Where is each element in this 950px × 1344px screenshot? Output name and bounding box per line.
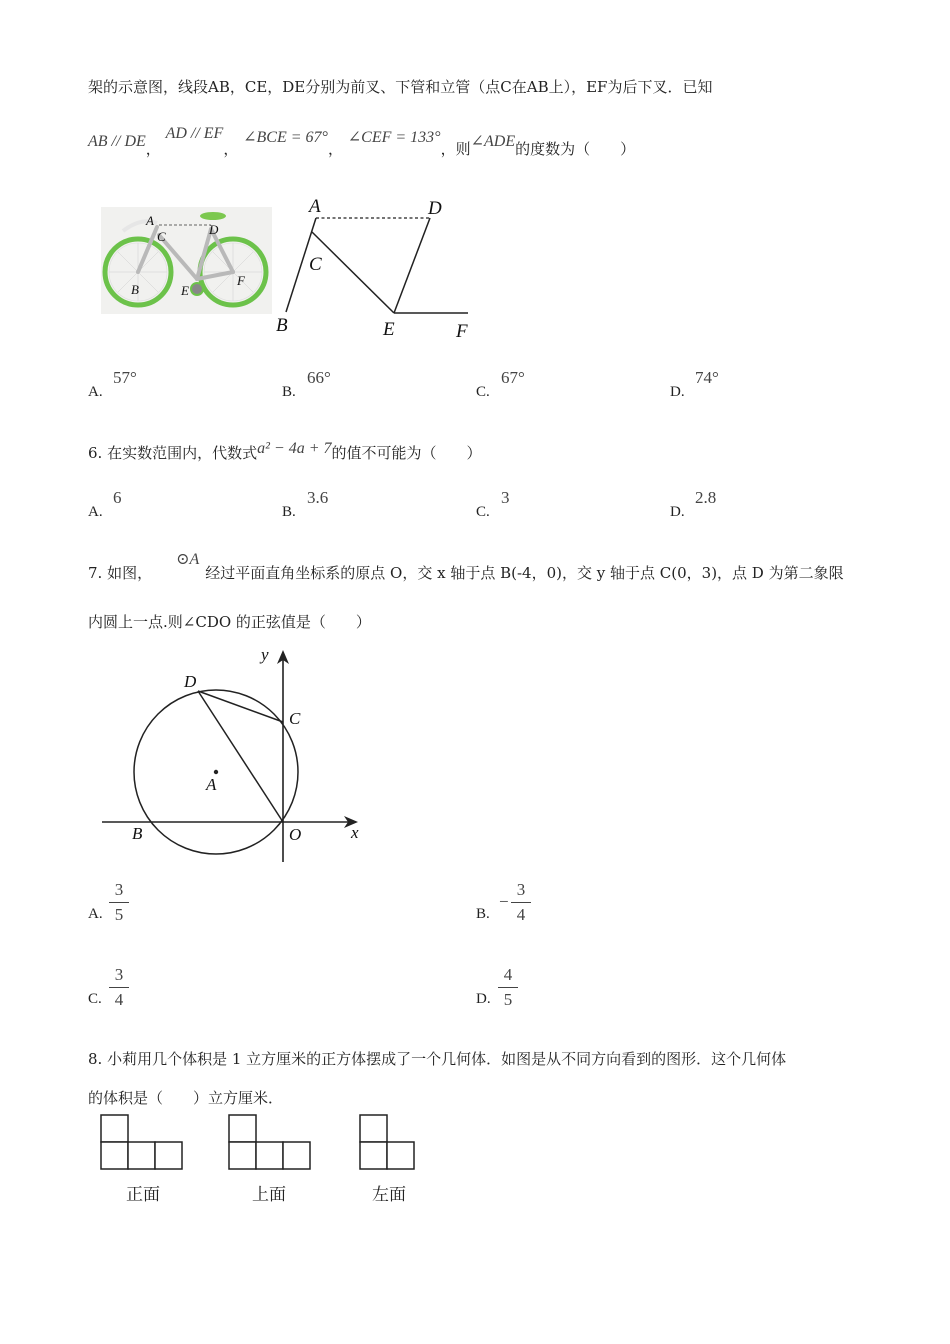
q8-label-left: 左面 — [372, 1185, 406, 1205]
diagram-label-f: F — [456, 321, 468, 342]
q5-angle-ade: ∠ADE — [470, 133, 516, 150]
axis-label-y: y — [261, 645, 269, 664]
photo-label-b: B — [131, 282, 139, 297]
q8-line1: 8. 小莉用几个体积是 1 立方厘米的正方体摆成了一个几何体．如图是从不同方向看到的图形．这个几何体 — [88, 1050, 787, 1068]
diagram-label-a: A — [309, 196, 321, 217]
q8-view-front — [100, 1114, 186, 1172]
q8-view-top — [228, 1114, 314, 1172]
axis-label-x: x — [351, 823, 359, 842]
q7-line2: 内圆上一点.则∠CDO 的正弦值是（ ） — [88, 613, 371, 631]
q7-option-d-fraction: 4 5 — [498, 965, 518, 1010]
q5-cond-ab-de: AB // DE — [88, 133, 146, 150]
q5-line1: 架的示意图，线段AB，CE，DE分别为前叉、下管和立管（点C在AB上），EF为后下叉．已知 — [88, 78, 713, 96]
photo-label-a: A — [146, 213, 154, 228]
q5-cond-ad-ef: AD // EF — [165, 125, 224, 142]
point-label-o: O — [289, 825, 302, 844]
point-label-b: B — [132, 824, 143, 843]
q8-label-front: 正面 — [126, 1185, 160, 1205]
q5-geometry-diagram — [270, 192, 490, 347]
q7-option-a-fraction: 3 5 — [109, 880, 129, 925]
q8-view-left — [359, 1114, 419, 1172]
q7-option-c-fraction: 3 4 — [109, 965, 129, 1010]
point-label-d: D — [184, 672, 197, 691]
q7-circle-a: ⊙A — [176, 551, 200, 568]
segment-ce — [312, 232, 394, 313]
diagram-label-e: E — [383, 319, 395, 340]
photo-label-e: E — [181, 283, 189, 298]
photo-label-f: F — [237, 273, 245, 288]
saddle — [200, 212, 226, 220]
bicycle-photo — [101, 207, 272, 314]
q6-expression: a² − 4a + 7 — [257, 440, 332, 457]
q7-option-b-fraction: 3 4 — [511, 880, 531, 925]
photo-label-c: C — [157, 229, 166, 244]
q8-label-top: 上面 — [252, 1185, 286, 1205]
q5-line2: AB // DE， AD // EF， ∠BCE = 67°， ∠CEF = 133°，则∠ADE的度数为（ ） — [88, 125, 636, 158]
q5-cond-cef: ∠CEF = 133° — [347, 129, 441, 146]
q7-line1: 7. 如图，⊙A经过平面直角坐标系的原点 O，交 x 轴于点 B(-4，0)，交 y 轴于点 C(0，3)，点 D 为第二象限 — [88, 551, 844, 582]
center-point-a — [214, 770, 218, 774]
photo-label-d: D — [209, 222, 219, 237]
q7-circle-diagram — [96, 640, 372, 868]
q8-line2: 的体积是（ ）立方厘米． — [88, 1089, 284, 1107]
q6-stem: 6. 在实数范围内，代数式a² − 4a + 7的值不可能为（ ） — [88, 440, 482, 462]
segment-de — [394, 218, 430, 313]
q5-cond-bce: ∠BCE = 67° — [243, 129, 328, 146]
point-label-a: A — [206, 775, 217, 794]
diagram-label-d: D — [428, 198, 442, 219]
point-label-c: C — [289, 709, 301, 728]
diagram-label-b: B — [276, 315, 288, 336]
diagram-label-c: C — [309, 254, 322, 275]
segment-dc — [198, 691, 283, 722]
